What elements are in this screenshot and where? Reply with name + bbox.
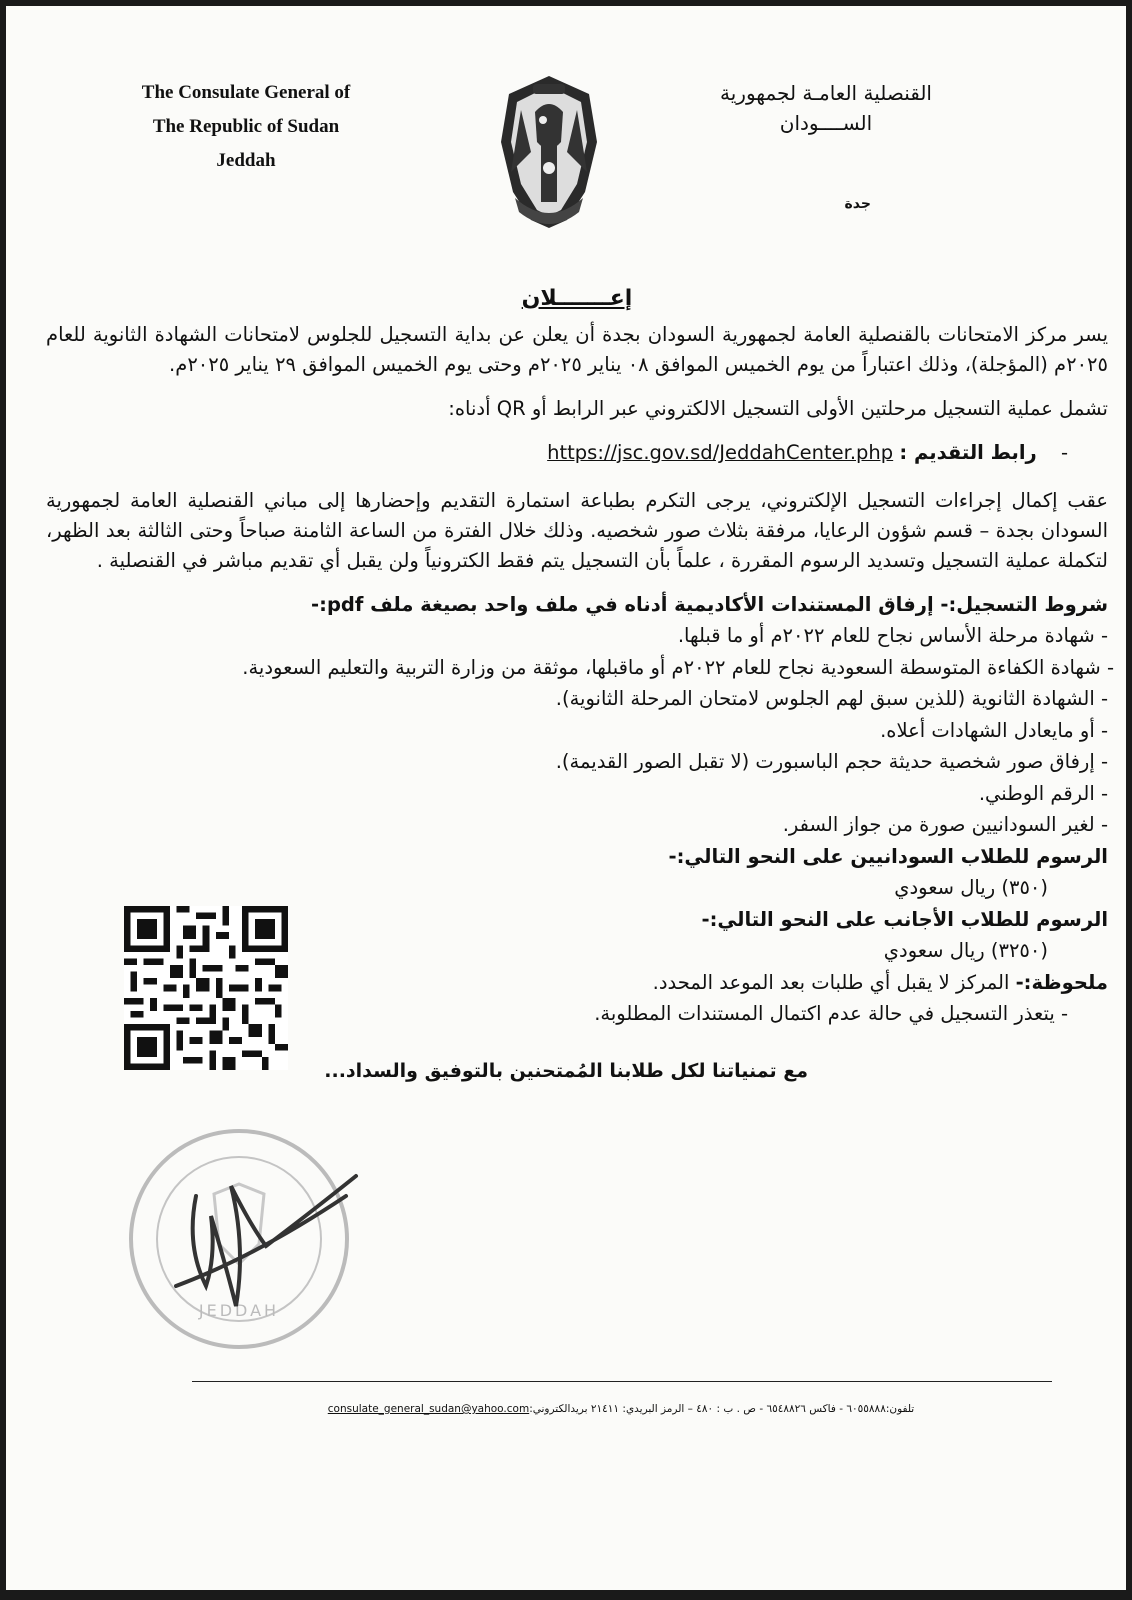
note-label: ملحوظة:-: [1015, 970, 1108, 994]
note-line-2: - يتعذر التسجيل في حالة عدم اكتمال المستندات المطلوبة.: [594, 1002, 1068, 1025]
paragraph-instructions: عقب إكمال إجراءات التسجيل الإلكتروني، يرجى التكرم بطباعة استمارة التقديم وإحضارها إلى مباني القنصلية العامة لجمهورية السودان بجدة – قسم شؤون الرعايا، مرفقة بثلاث صور شخصيه. وذلك خلال الفترة من الساعة الثامنة صباحاً وحتى الثالثة بعد الظهر، لتكملة عملية التسجيل وتسديد الرسوم المقررة ، علماً بأن التسجيل يتم فقط الكترونياً ولن يقبل أي تقديم مباشر في القنصلية .: [46, 489, 1108, 572]
header-arabic-line-1: القنصلية العامـة لجمهورية: [720, 81, 932, 105]
footer-contact: [206, 1403, 1036, 1415]
closing-wishes: مع تمنياتنا لكل طلابنا المُمتحنين بالتوفيق والسداد...: [324, 1059, 808, 1082]
fees-foreign-amount: (٣٢٥٠) ريال سعودي: [883, 939, 1048, 962]
qr-code-icon[interactable]: [124, 906, 288, 1070]
header-english: [96, 76, 396, 178]
condition-item: - أو مايعادل الشهادات أعلاه.: [880, 718, 1108, 742]
header-english-line-3: Jeddah: [216, 150, 276, 171]
footer-divider: [192, 1381, 1052, 1382]
fees-foreign-title: الرسوم للطلاب الأجانب على النحو التالي:-: [701, 907, 1108, 931]
announcement-title: إعـــــــلان: [521, 286, 633, 311]
footer-email-link[interactable]: consulate_general_sudan@yahoo.com: [327, 1403, 530, 1415]
condition-item: - إرفاق صور شخصية حديثة حجم الباسبورت (لا تقبل الصور القديمة).: [555, 750, 1108, 773]
header-english-line-1: The Consulate General of: [141, 82, 351, 103]
fees-sudanese-title: الرسوم للطلاب السودانيين على النحو التالي:-: [668, 844, 1108, 868]
stamp-city-text: JEDDAH: [198, 1301, 280, 1320]
application-url-link[interactable]: https://jsc.gov.sd/JeddahCenter.php: [547, 441, 894, 464]
fees-sudanese-amount: (٣٥٠) ريال سعودي: [894, 876, 1048, 899]
condition-item: - شهادة مرحلة الأساس نجاح للعام ٢٠٢٢م أو ما قبلها.: [677, 624, 1108, 647]
note-text-1: المركز لا يقبل أي طلبات بعد الموعد المحدد.: [652, 970, 1010, 994]
condition-item: - لغير السودانيين صورة من جواز السفر.: [782, 813, 1108, 836]
condition-item: - الرقم الوطني.: [978, 781, 1108, 805]
link-label: رابط التقديم :: [899, 441, 1037, 464]
header-arabic: [676, 78, 976, 138]
header-english-line-2: The Republic of Sudan: [152, 116, 340, 137]
sudan-emblem-icon: [491, 72, 607, 232]
document-page: [6, 6, 1126, 1590]
link-dash: -: [1060, 441, 1068, 464]
application-link-line: [46, 438, 1108, 468]
paragraph-registration-dates: يسر مركز الامتحانات بالقنصلية العامة لجمهورية السودان بجدة أن يعلن عن بداية التسجيل للجلوس لامتحانات الشهادة الثانوية للعام ٢٠٢٥م (المؤجلة)، وذلك اعتباراً من يوم الخميس الموافق ٠٨ يناير ٢٠٢٥م وحتى يوم الخميس الموافق ٢٩ يناير ٢٠٢٥م.: [46, 323, 1108, 376]
condition-item: - شهادة الكفاءة المتوسطة السعودية نجاح للعام ٢٠٢٢م أو ماقبلها، موثقة من وزارة التربية والتعليم السعودية.: [242, 655, 1114, 679]
footer-contact-text: تلفون:٦٠٥٥٨٨٨ - فاكس ٦٥٤٨٨٢٦ - ص . ب : ٤٨٠ – الرمز البريدي: ٢١٤١١ بريدالكتروني:: [529, 1403, 915, 1415]
header-arabic-line-2: الســــودان: [779, 111, 873, 135]
header-city-arabic: جدة: [844, 196, 871, 212]
paragraph-registration-stages: تشمل عملية التسجيل مرحلتين الأولى التسجيل الالكتروني عبر الرابط أو QR أدناه:: [448, 397, 1108, 420]
condition-item: - الشهادة الثانوية (للذين سبق لهم الجلوس لامتحان المرحلة الثانوية).: [555, 687, 1108, 710]
signature-icon: [156, 1136, 366, 1326]
conditions-title: شروط التسجيل:- إرفاق المستندات الأكاديمية أدناه في ملف واحد بصيغة ملف pdf:-: [311, 593, 1108, 616]
